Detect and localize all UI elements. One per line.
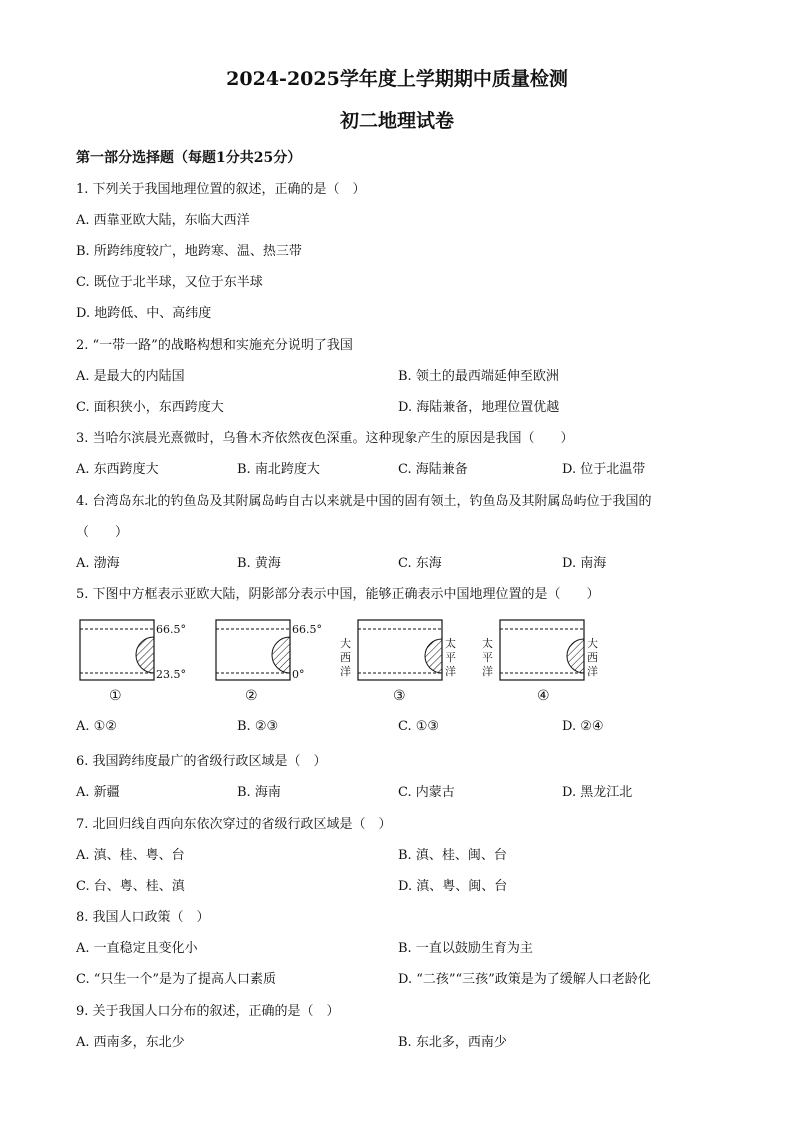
question-6-option-c[interactable]: C. 内蒙古 — [398, 785, 455, 800]
exam-subtitle: 初二地理试卷 — [339, 110, 454, 132]
diagram-1-number: ① — [109, 688, 122, 704]
question-9-option-a[interactable]: A. 西南多，东北少 — [76, 1035, 185, 1050]
question-1-option-a[interactable]: A. 西靠亚欧大陆，东临大西洋 — [76, 213, 250, 228]
question-4-stem-continued: （ ） — [76, 525, 129, 540]
question-1-option-d[interactable]: D. 地跨低、中、高纬度 — [76, 306, 212, 321]
diagram-3 — [340, 620, 456, 704]
location-diagrams — [76, 617, 616, 707]
question-3-stem: 3. 当哈尔滨晨光熹微时，乌鲁木齐依然夜色深重。这种现象产生的原因是我国（ ） — [76, 431, 574, 446]
question-7-option-a[interactable]: A. 滇、桂、粤、台 — [76, 848, 185, 863]
question-7-option-d[interactable]: D. 滇、粤、闽、台 — [398, 879, 508, 894]
question-7-option-c[interactable]: C. 台、粤、桂、滇 — [76, 879, 185, 894]
question-1-option-b[interactable]: B. 所跨纬度较广，地跨寒、温、热三带 — [76, 244, 302, 259]
question-2-option-c[interactable]: C. 面积狭小，东西跨度大 — [76, 400, 224, 415]
diagram-1-lat-bottom: 23.5° — [156, 668, 186, 681]
question-2-stem: 2. “一带一路”的战略构想和实施充分说明了我国 — [76, 338, 353, 353]
question-4-stem: 4. 台湾岛东北的钓鱼岛及其附属岛屿自古以来就是中国的固有领土，钓鱼岛及其附属岛屿位于我国的 — [76, 494, 652, 509]
question-4-option-d[interactable]: D. 南海 — [562, 556, 607, 571]
diagram-4-right-ocean-3: 洋 — [587, 665, 598, 678]
question-3-option-c[interactable]: C. 海陆兼备 — [398, 462, 468, 477]
question-6-option-a[interactable]: A. 新疆 — [76, 785, 120, 800]
question-8-option-d[interactable]: D. “二孩”“三孩”政策是为了缓解人口老龄化 — [398, 972, 651, 987]
diagram-4-left-ocean-3: 洋 — [482, 665, 493, 678]
diagram-3-right-ocean-2: 平 — [445, 651, 456, 664]
question-8-option-a[interactable]: A. 一直稳定且变化小 — [76, 941, 198, 956]
question-2-option-a[interactable]: A. 是最大的内陆国 — [76, 369, 185, 384]
question-9-option-b[interactable]: B. 东北多，西南少 — [398, 1035, 507, 1050]
question-5-option-d[interactable]: D. ②④ — [562, 719, 604, 734]
question-1-option-c[interactable]: C. 既位于北半球，又位于东半球 — [76, 275, 263, 290]
question-7-stem: 7. 北回归线自西向东依次穿过的省级行政区域是（ ） — [76, 817, 392, 832]
diagram-2-number: ② — [245, 688, 258, 704]
question-5-option-a[interactable]: A. ①② — [76, 719, 117, 734]
question-7-option-b[interactable]: B. 滇、桂、闽、台 — [398, 848, 507, 863]
question-8-option-b[interactable]: B. 一直以鼓励生育为主 — [398, 941, 533, 956]
question-5-option-b[interactable]: B. ②③ — [237, 719, 279, 734]
question-6-stem: 6. 我国跨纬度最广的省级行政区域是（ ） — [76, 754, 327, 769]
diagram-2-lat-top: 66.5° — [292, 623, 322, 636]
diagram-4-left-ocean-2: 平 — [482, 651, 493, 664]
question-4-option-b[interactable]: B. 黄海 — [237, 556, 281, 571]
diagram-1-lat-top: 66.5° — [156, 623, 186, 636]
diagram-4-number: ④ — [537, 688, 550, 704]
question-1-stem: 1. 下列关于我国地理位置的叙述，正确的是（ ） — [76, 182, 366, 197]
question-2-option-b[interactable]: B. 领土的最西端延伸至欧洲 — [398, 369, 559, 384]
question-6-option-b[interactable]: B. 海南 — [237, 785, 281, 800]
diagram-1 — [80, 620, 186, 704]
diagram-3-left-ocean-2: 西 — [340, 651, 351, 664]
diagram-3-number: ③ — [393, 688, 406, 704]
diagram-2-lat-bottom: 0° — [292, 668, 305, 681]
question-4-option-a[interactable]: A. 渤海 — [76, 556, 120, 571]
question-5-figure — [76, 617, 616, 707]
diagram-3-left-ocean-1: 大 — [340, 637, 351, 650]
question-2-option-d[interactable]: D. 海陆兼备，地理位置优越 — [398, 400, 560, 415]
diagram-3-left-ocean-3: 洋 — [340, 665, 351, 678]
diagram-2 — [216, 620, 322, 704]
question-9-stem: 9. 关于我国人口分布的叙述，正确的是（ ） — [76, 1004, 340, 1019]
question-5-option-c[interactable]: C. ①③ — [398, 719, 440, 734]
diagram-4-right-ocean-2: 西 — [587, 651, 598, 664]
question-3-option-b[interactable]: B. 南北跨度大 — [237, 462, 320, 477]
diagram-4-right-ocean-1: 大 — [587, 637, 598, 650]
question-8-option-c[interactable]: C. “只生一个”是为了提高人口素质 — [76, 972, 277, 987]
question-3-option-d[interactable]: D. 位于北温带 — [562, 462, 646, 477]
section-heading: 第一部分选择题（每题1分共25分） — [76, 150, 302, 166]
diagram-3-right-ocean-3: 洋 — [445, 665, 456, 678]
question-3-option-a[interactable]: A. 东西跨度大 — [76, 462, 159, 477]
exam-title: 2024-2025学年度上学期期中质量检测 — [226, 68, 568, 90]
diagram-3-right-ocean-1: 太 — [445, 637, 456, 650]
question-4-option-c[interactable]: C. 东海 — [398, 556, 442, 571]
question-6-option-d[interactable]: D. 黑龙江北 — [562, 785, 633, 800]
question-5-stem: 5. 下图中方框表示亚欧大陆，阴影部分表示中国，能够正确表示中国地理位置的是（ ） — [76, 587, 600, 602]
diagram-4-left-ocean-1: 太 — [482, 637, 493, 650]
question-8-stem: 8. 我国人口政策（ ） — [76, 910, 210, 925]
diagram-4 — [482, 620, 598, 704]
